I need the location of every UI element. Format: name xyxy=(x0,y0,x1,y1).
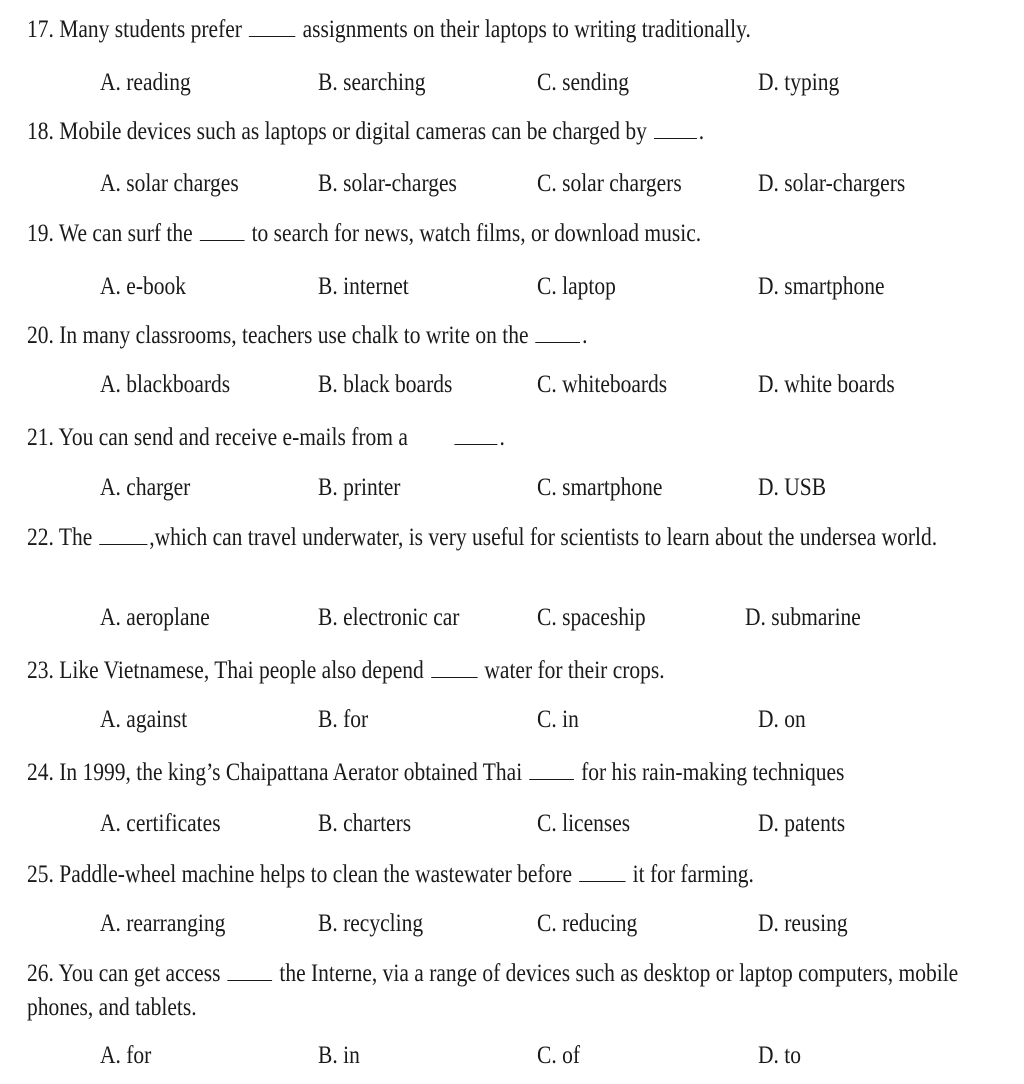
question-text-before: Many students prefer xyxy=(59,16,242,43)
question-18 xyxy=(27,116,704,148)
option-c: C. of xyxy=(537,1042,580,1069)
question-number: 21. xyxy=(27,424,54,451)
question-text-after: the Interne, via a range of devices such as desktop or laptop computers, mobile phones, and tablets. xyxy=(27,960,959,1021)
question-text-before: Mobile devices such as laptops or digital cameras can be charged by xyxy=(59,118,647,145)
question-text-before: You can send and receive e-mails from a xyxy=(58,424,408,451)
question-number: 24. xyxy=(27,759,54,786)
question-26 xyxy=(27,957,995,1025)
option-a: A. rearranging xyxy=(100,910,226,937)
option-a: A. solar charges xyxy=(100,170,239,197)
option-a: A. reading xyxy=(100,69,191,96)
question-text-before: In 1999, the king’s Chaipattana Aerator obtained Thai xyxy=(59,759,523,786)
option-c: C. licenses xyxy=(537,810,631,837)
answer-blank xyxy=(431,659,477,678)
option-a: A. blackboards xyxy=(100,371,231,398)
question-text-before: The xyxy=(58,524,93,551)
option-d: D. to xyxy=(758,1042,801,1069)
option-d: D. typing xyxy=(758,69,840,96)
option-b: B. charters xyxy=(318,810,412,837)
question-number: 26. xyxy=(27,960,54,987)
question-number: 19. xyxy=(27,220,54,247)
question-text-after: . xyxy=(499,424,505,451)
option-c: C. smartphone xyxy=(537,474,663,501)
option-d: D. submarine xyxy=(745,604,861,631)
option-d: D. patents xyxy=(758,810,846,837)
option-a: A. certificates xyxy=(100,810,221,837)
question-text-after: . xyxy=(582,322,588,349)
question-number: 25. xyxy=(27,861,54,888)
question-25 xyxy=(27,859,754,891)
question-text-after: water for their crops. xyxy=(484,657,665,684)
question-number: 22. xyxy=(27,524,54,551)
option-b: B. black boards xyxy=(318,371,453,398)
question-number: 17. xyxy=(27,16,54,43)
option-d: D. solar-chargers xyxy=(758,170,906,197)
option-d: D. reusing xyxy=(758,910,848,937)
option-b: B. electronic car xyxy=(318,604,460,631)
option-d: D. USB xyxy=(758,474,827,501)
question-text-before: We can surf the xyxy=(58,220,193,247)
question-text-after: for his rain-making techniques xyxy=(581,759,845,786)
question-19 xyxy=(27,218,701,250)
question-text-after: . xyxy=(698,118,705,145)
option-b: B. printer xyxy=(318,474,401,501)
option-b: B. searching xyxy=(318,69,426,96)
option-c: C. spaceship xyxy=(537,604,646,631)
question-text-after: it for farming. xyxy=(632,861,754,888)
option-d: D. on xyxy=(758,706,806,733)
option-a: A. for xyxy=(100,1042,152,1069)
question-text-before: You can get access xyxy=(58,960,221,987)
question-24 xyxy=(27,757,844,789)
question-text-after: ,which can travel underwater, is very useful for scientists to learn about the undersea world. xyxy=(149,524,938,551)
answer-blank xyxy=(200,222,245,241)
question-17 xyxy=(27,14,751,46)
question-text-before: Like Vietnamese, Thai people also depend xyxy=(59,657,424,684)
question-number: 20. xyxy=(27,322,54,349)
answer-blank xyxy=(455,426,498,445)
option-d: D. smartphone xyxy=(758,273,885,300)
option-a: A. charger xyxy=(100,474,191,501)
option-c: C. in xyxy=(537,706,579,733)
option-c: C. reducing xyxy=(537,910,638,937)
answer-blank xyxy=(579,863,625,882)
question-20 xyxy=(27,320,587,352)
answer-blank xyxy=(228,962,273,981)
answer-blank xyxy=(529,761,574,780)
option-b: B. for xyxy=(318,706,369,733)
answer-blank xyxy=(536,324,581,343)
question-number: 18. xyxy=(27,118,54,145)
option-c: C. solar chargers xyxy=(537,170,682,197)
option-c: C. sending xyxy=(537,69,629,96)
answer-blank xyxy=(249,18,295,37)
option-b: B. in xyxy=(318,1042,360,1069)
question-text-after: to search for news, watch films, or download music. xyxy=(251,220,702,247)
answer-blank xyxy=(99,526,147,545)
option-b: B. solar-charges xyxy=(318,170,457,197)
option-c: C. whiteboards xyxy=(537,371,668,398)
option-a: A. e-book xyxy=(100,273,186,300)
option-d: D. white boards xyxy=(758,371,895,398)
question-22 xyxy=(27,523,995,553)
option-b: B. internet xyxy=(318,273,409,300)
question-text-before: In many classrooms, teachers use chalk to write on the xyxy=(59,322,529,349)
question-21 xyxy=(27,422,505,454)
question-number: 23. xyxy=(27,657,54,684)
option-b: B. recycling xyxy=(318,910,424,937)
question-23 xyxy=(27,655,665,687)
option-a: A. aeroplane xyxy=(100,604,210,631)
question-text-after: assignments on their laptops to writing traditionally. xyxy=(302,16,751,43)
option-c: C. laptop xyxy=(537,273,616,300)
question-text-before: Paddle-wheel machine helps to clean the wastewater before xyxy=(59,861,573,888)
option-a: A. against xyxy=(100,706,188,733)
answer-blank xyxy=(654,120,697,139)
